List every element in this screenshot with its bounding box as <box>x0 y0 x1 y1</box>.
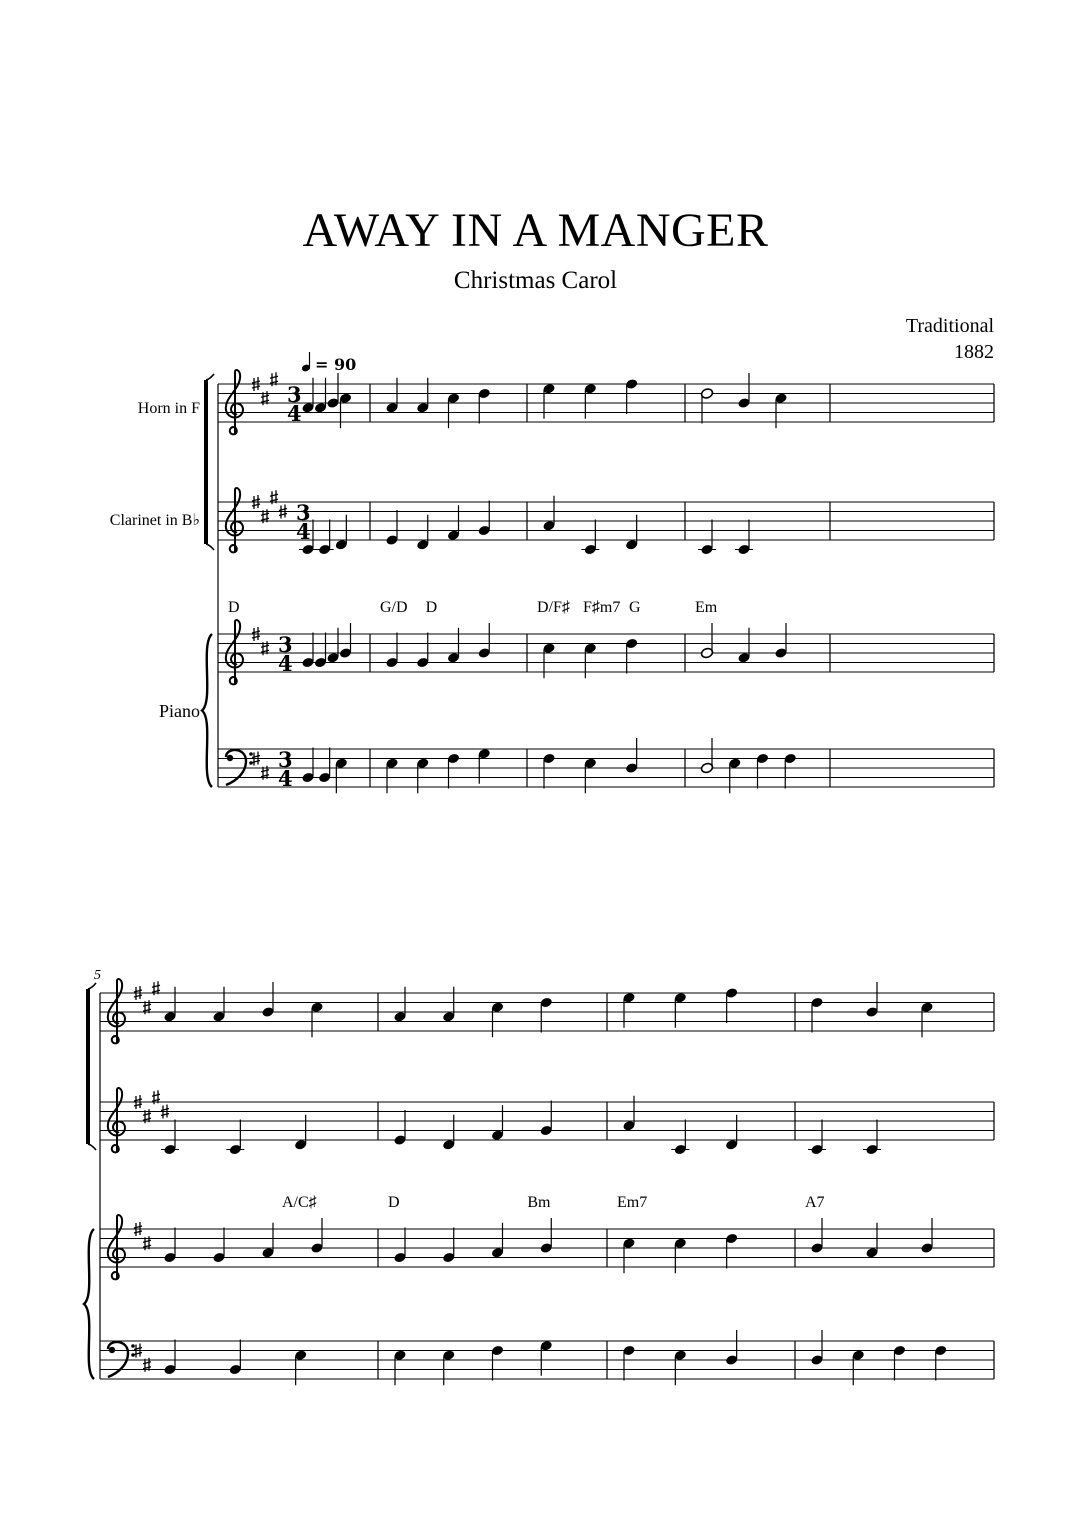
staff <box>100 979 994 1043</box>
piano-instrument-label: Piano <box>158 701 200 721</box>
tempo-marking <box>301 352 356 374</box>
staff <box>100 1088 994 1155</box>
time-signature-denominator: 4 <box>278 651 293 677</box>
treble-clef-icon <box>226 488 243 552</box>
tempo-value: = 90 <box>315 355 357 374</box>
staff <box>218 488 994 555</box>
chord-symbol: D/F♯ <box>537 599 570 616</box>
chord-symbol: Bm <box>527 1194 551 1211</box>
chord-symbol: A7 <box>805 1194 825 1211</box>
chord-symbol: D <box>425 599 438 616</box>
treble-clef-icon <box>108 1088 125 1152</box>
system-2 <box>84 968 994 1385</box>
time-signature-denominator: 4 <box>278 766 293 792</box>
composer-name: Traditional <box>905 315 994 337</box>
treble-clef-icon <box>108 1215 125 1279</box>
measure-number: 5 <box>94 968 101 983</box>
chord-symbol: A/C♯ <box>282 1194 317 1211</box>
treble-clef-icon <box>226 620 243 684</box>
time-signature-numerator: 3 <box>278 747 293 773</box>
chord-symbol: D <box>388 1194 400 1211</box>
time-signature-denominator: 4 <box>287 401 302 427</box>
piano-brace <box>202 634 212 787</box>
piano-brace <box>84 1229 94 1379</box>
chord-symbol: D <box>228 599 240 616</box>
chord-symbol: Em7 <box>617 1194 648 1211</box>
staff <box>100 1215 994 1279</box>
time-signature-numerator: 3 <box>296 500 311 526</box>
staff <box>218 738 994 793</box>
treble-clef-icon <box>108 979 125 1043</box>
staff <box>218 620 994 684</box>
system-1 <box>202 370 994 793</box>
time-signature-denominator: 4 <box>296 519 311 545</box>
score-title: AWAY IN A MANGER <box>302 204 769 257</box>
time-signature-numerator: 3 <box>278 632 293 658</box>
chord-symbol: G/D <box>380 599 408 616</box>
score-subtitle: Christmas Carol <box>453 267 618 294</box>
time-signature-numerator: 3 <box>287 382 302 408</box>
staff <box>218 370 994 434</box>
composition-year: 1882 <box>954 341 994 363</box>
chord-symbol: G <box>629 599 641 616</box>
clarinet-instrument-label: Clarinet in B♭ <box>109 512 200 529</box>
horn-instrument-label: Horn in F <box>137 400 200 417</box>
treble-clef-icon <box>226 370 243 434</box>
chord-symbol: Em <box>695 599 718 616</box>
chord-symbol: F♯m7 <box>583 599 621 616</box>
staff <box>100 1330 994 1385</box>
